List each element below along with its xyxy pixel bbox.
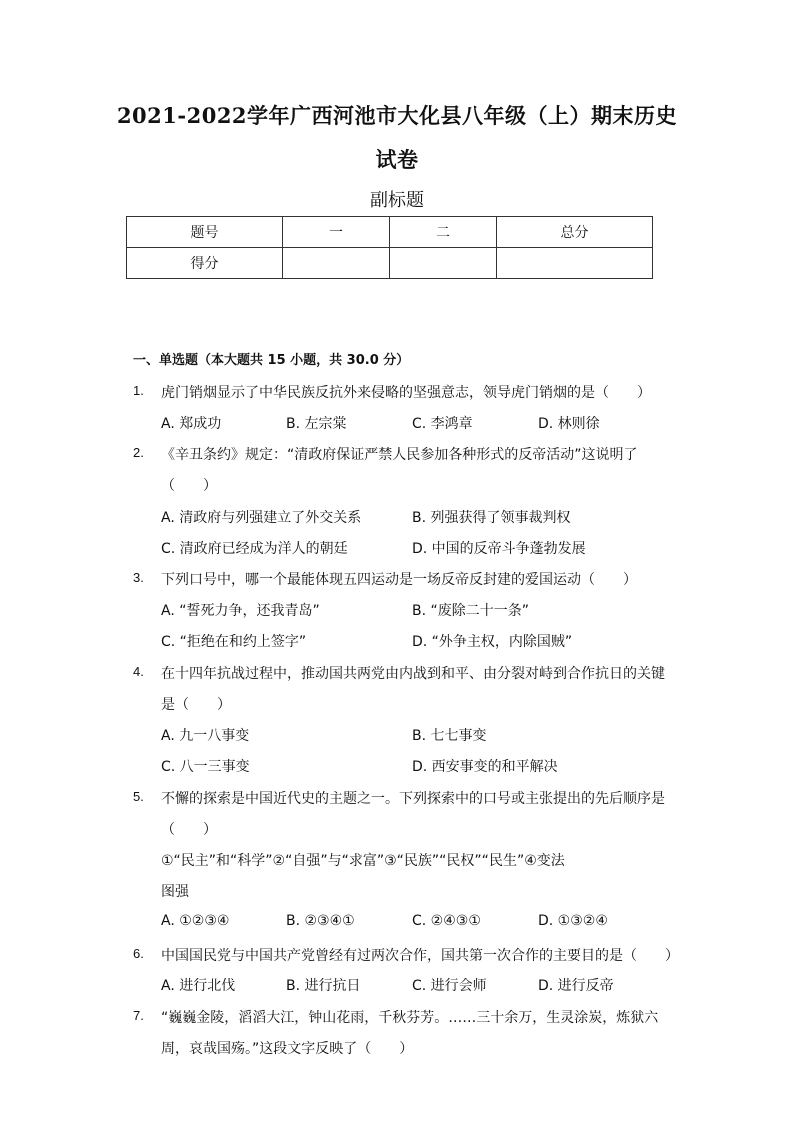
question-stem: ①“民主”和“科学”②“自强”与“求富”③“民族”“民权”“民生”④变法 — [161, 853, 565, 869]
question-stem: “巍巍金陵，滔滔大江，钟山花雨，千秋芬芳。……三十余万，生灵涂炭，炼狱六 — [161, 1010, 659, 1026]
option-a: A. 九一八事变 — [161, 728, 250, 744]
question-stem: 不懈的探索是中国近代史的主题之一。下列探索中的口号或主张提出的先后顺序是 — [161, 791, 665, 807]
score-table — [126, 216, 653, 279]
option-c: C. 李鸿章 — [412, 416, 473, 432]
score-table-score-row — [127, 248, 653, 279]
question-stem: 周，哀哉国殇。”这段文字反映了（ ） — [161, 1041, 414, 1057]
score-table-header-row — [127, 217, 653, 248]
option-c: C. 清政府已经成为洋人的朝廷 — [161, 541, 348, 557]
option-d: D. 林则徐 — [538, 416, 600, 432]
exam-title-line2: 试卷 — [375, 147, 419, 172]
score-header-cell: 题号 — [127, 217, 283, 248]
question-stem: 中国国民党与中国共产党曾经有过两次合作，国共第一次合作的主要目的是（ ） — [161, 948, 679, 964]
question-stem: 下列口号中，哪一个最能体现五四运动是一场反帝反封建的爱国运动（ ） — [161, 572, 637, 588]
score-cell — [283, 248, 390, 279]
option-b: B. 进行抗日 — [286, 978, 361, 994]
option-c: C. ②④③① — [412, 913, 481, 929]
option-d: D. “外争主权，内除国贼” — [412, 634, 573, 650]
option-d: D. 进行反帝 — [538, 978, 614, 994]
question-stem: 虎门销烟显示了中华民族反抗外来侵略的坚强意志，领导虎门销烟的是（ ） — [161, 385, 651, 401]
question-stem: 在十四年抗战过程中，推动国共两党由内战到和平、由分裂对峙到合作抗日的关键 — [161, 666, 665, 682]
option-b: B. 左宗棠 — [286, 416, 347, 432]
question-number: 7. — [133, 1008, 144, 1023]
question-number: 2. — [133, 445, 144, 460]
exam-title-line1: 2021-2022学年广西河池市大化县八年级（上）期末历史 — [116, 103, 678, 128]
option-c: C. “拒绝在和约上签字” — [161, 634, 307, 650]
section-heading: 一、单选题（本大题共 15 小题，共 30.0 分） — [133, 353, 410, 368]
score-cell — [497, 248, 653, 279]
option-c: C. 进行会师 — [412, 978, 487, 994]
option-a: A. ①②③④ — [161, 913, 230, 929]
score-header-cell: 一 — [283, 217, 390, 248]
question-stem: 《辛丑条约》规定：“清政府保证严禁人民参加各种形式的反帝活动”这说明了 — [161, 447, 638, 463]
question-stem: 图强 — [161, 884, 189, 900]
option-b: B. 列强获得了领事裁判权 — [412, 510, 571, 526]
option-b: B. ②③④① — [286, 913, 355, 929]
option-d: D. 西安事变的和平解决 — [412, 759, 558, 775]
option-a: A. “誓死力争，还我青岛” — [161, 603, 320, 619]
score-cell — [390, 248, 497, 279]
option-c: C. 八一三事变 — [161, 759, 250, 775]
score-header-cell: 二 — [390, 217, 497, 248]
question-number: 5. — [133, 789, 144, 804]
option-a: A. 进行北伐 — [161, 978, 236, 994]
option-b: B. 七七事变 — [412, 728, 487, 744]
option-b: B. “废除二十一条” — [412, 603, 530, 619]
question-number: 6. — [133, 946, 144, 961]
option-a: A. 郑成功 — [161, 416, 222, 432]
question-stem: （ ） — [161, 478, 217, 494]
option-d: D. ①③②④ — [538, 913, 608, 929]
option-d: D. 中国的反帝斗争蓬勃发展 — [412, 541, 586, 557]
question-stem: 是（ ） — [161, 697, 231, 713]
question-stem: （ ） — [161, 822, 217, 838]
score-header-cell: 总分 — [497, 217, 653, 248]
option-a: A. 清政府与列强建立了外交关系 — [161, 510, 362, 526]
exam-subtitle: 副标题 — [370, 190, 424, 211]
question-number: 4. — [133, 664, 144, 679]
question-number: 1. — [133, 383, 144, 398]
question-number: 3. — [133, 570, 144, 585]
score-row-label: 得分 — [127, 248, 283, 279]
